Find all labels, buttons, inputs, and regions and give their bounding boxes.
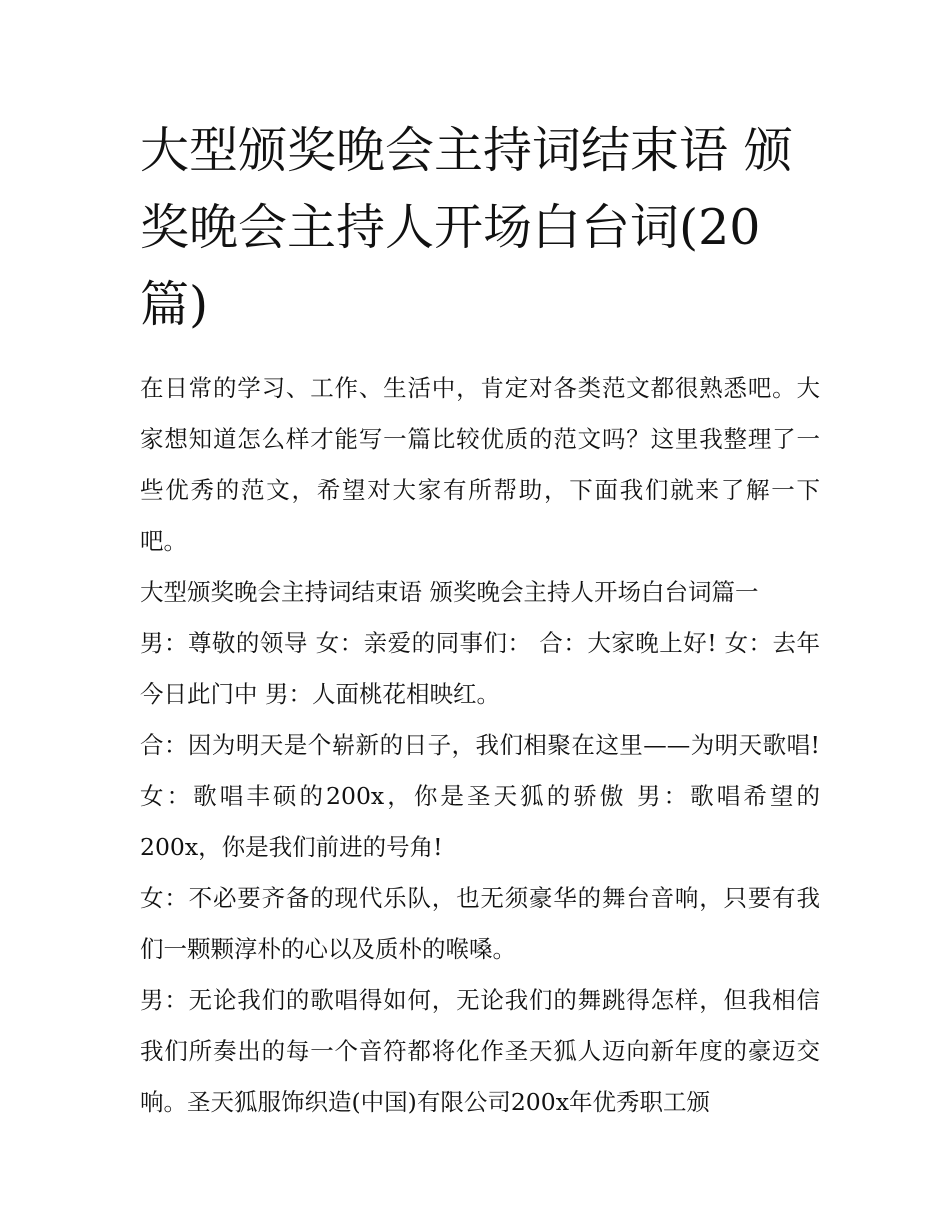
paragraph-together-lines: 合：因为明天是个崭新的日子，我们相聚在这里——为明天歌唱! 女：歌唱丰硕的200x，你是圣天狐的骄傲 男：歌唱希望的200x，你是我们前进的号角! xyxy=(140,731,820,861)
document-title: 大型颁奖晚会主持词结束语 颁奖晚会主持人开场白台词(20篇) xyxy=(140,122,793,333)
paragraph-opening-lines: 男：尊敬的领导 女：亲爱的同事们： 合：大家晚上好! 女：去年今日此门中 男：人面桃花相映红。 xyxy=(140,629,820,708)
paragraph-section-heading: 大型颁奖晚会主持词结束语 颁奖晚会主持人开场白台词篇一 xyxy=(140,578,759,606)
document-content xyxy=(140,112,820,1128)
paragraph-female-lines: 女：不必要齐备的现代乐队，也无须豪华的舞台音响，只要有我们一颗颗淳朴的心以及质朴的喉嗓。 xyxy=(140,884,820,963)
paragraph-male-lines: 男：无论我们的歌唱得如何，无论我们的舞跳得怎样，但我相信我们所奏出的每一个音符都将化作圣天狐人迈向新年度的豪迈交响。圣天狐服饰织造(中国)有限公司200x年优秀职工颁 xyxy=(140,986,820,1116)
paragraph-intro: 在日常的学习、工作、生活中，肯定对各类范文都很熟悉吧。大家想知道怎么样才能写一篇比较优质的范文吗？这里我整理了一些优秀的范文，希望对大家有所帮助，下面我们就来了解一下吧。 xyxy=(140,374,820,555)
document-body xyxy=(140,363,820,1128)
